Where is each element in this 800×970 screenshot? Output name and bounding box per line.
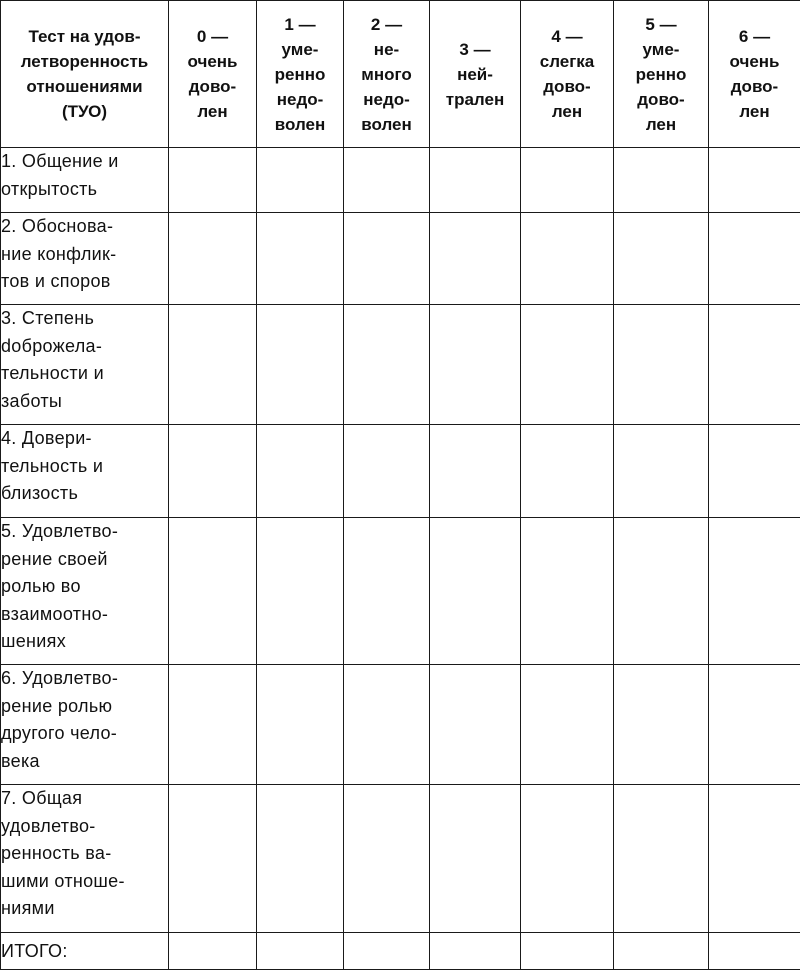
rating-cell[interactable] bbox=[614, 305, 709, 425]
rating-cell[interactable] bbox=[169, 665, 257, 785]
scale-label: 3 — ней- трален bbox=[430, 37, 520, 112]
rating-cell[interactable] bbox=[344, 305, 430, 425]
rating-cell[interactable] bbox=[521, 305, 614, 425]
scale-header-4 bbox=[521, 1, 614, 148]
header-row bbox=[1, 1, 800, 148]
row-label: 7. Общая удовлетво- ренность ва- шими отноше- ниями bbox=[1, 785, 169, 933]
rating-cell[interactable] bbox=[521, 148, 614, 213]
rating-cell[interactable] bbox=[344, 425, 430, 518]
rating-cell[interactable] bbox=[257, 518, 344, 665]
total-cell[interactable] bbox=[521, 933, 614, 970]
rating-cell[interactable] bbox=[430, 518, 521, 665]
scale-header-0 bbox=[169, 1, 257, 148]
rating-cell[interactable] bbox=[344, 665, 430, 785]
rating-cell[interactable] bbox=[521, 425, 614, 518]
rating-cell[interactable] bbox=[344, 213, 430, 305]
rating-cell[interactable] bbox=[709, 785, 800, 933]
rating-cell[interactable] bbox=[614, 213, 709, 305]
rating-cell[interactable] bbox=[169, 213, 257, 305]
rating-cell[interactable] bbox=[614, 518, 709, 665]
total-cell[interactable] bbox=[709, 933, 800, 970]
table-title-text: Тест на удов- летворенность отношениями (ТУО) bbox=[1, 24, 168, 124]
rating-cell[interactable] bbox=[521, 785, 614, 933]
table-row bbox=[1, 785, 800, 933]
rating-cell[interactable] bbox=[709, 518, 800, 665]
table-row bbox=[1, 213, 800, 305]
rating-cell[interactable] bbox=[430, 665, 521, 785]
row-label: 5. Удовлетво- рение своей ролью во взаимоотно- шениях bbox=[1, 518, 169, 665]
scale-header-1 bbox=[257, 1, 344, 148]
rating-cell[interactable] bbox=[169, 425, 257, 518]
rating-cell[interactable] bbox=[521, 213, 614, 305]
row-label: 4. Довери- тельность и близость bbox=[1, 425, 169, 518]
rating-cell[interactable] bbox=[709, 213, 800, 305]
total-cell[interactable] bbox=[257, 933, 344, 970]
rating-cell[interactable] bbox=[257, 785, 344, 933]
rating-cell[interactable] bbox=[257, 305, 344, 425]
rating-cell[interactable] bbox=[614, 148, 709, 213]
rating-cell[interactable] bbox=[169, 785, 257, 933]
scale-label: 5 — уме- ренно дово- лен bbox=[614, 12, 708, 137]
rating-cell[interactable] bbox=[257, 665, 344, 785]
scale-header-6 bbox=[709, 1, 800, 148]
row-label: 2. Обоснова- ние конфлик- тов и споров bbox=[1, 213, 169, 305]
rating-cell[interactable] bbox=[521, 518, 614, 665]
scale-label: 4 — слегка дово- лен bbox=[521, 24, 613, 124]
rating-cell[interactable] bbox=[257, 148, 344, 213]
table-row bbox=[1, 148, 800, 213]
rating-cell[interactable] bbox=[430, 785, 521, 933]
total-cell[interactable] bbox=[614, 933, 709, 970]
table-row bbox=[1, 518, 800, 665]
rating-cell[interactable] bbox=[257, 213, 344, 305]
scale-header-3 bbox=[430, 1, 521, 148]
rating-cell[interactable] bbox=[709, 305, 800, 425]
rating-cell[interactable] bbox=[344, 785, 430, 933]
table-row bbox=[1, 665, 800, 785]
table-row bbox=[1, 305, 800, 425]
rating-cell[interactable] bbox=[709, 665, 800, 785]
scale-header-2 bbox=[344, 1, 430, 148]
row-label: 6. Удовлетво- рение ролью другого чело- века bbox=[1, 665, 169, 785]
scale-label: 2 — не- много недо- волен bbox=[344, 12, 429, 137]
scale-label: 0 — очень дово- лен bbox=[169, 24, 256, 124]
table-title-header bbox=[1, 1, 169, 148]
row-label: 3. Степень dоброжела- тельности и заботы bbox=[1, 305, 169, 425]
scale-header-5 bbox=[614, 1, 709, 148]
total-label: ИТОГО: bbox=[1, 933, 169, 970]
total-cell[interactable] bbox=[430, 933, 521, 970]
rating-cell[interactable] bbox=[169, 518, 257, 665]
rating-cell[interactable] bbox=[430, 148, 521, 213]
rating-cell[interactable] bbox=[709, 425, 800, 518]
rating-cell[interactable] bbox=[430, 425, 521, 518]
total-cell[interactable] bbox=[344, 933, 430, 970]
rating-cell[interactable] bbox=[430, 305, 521, 425]
rating-cell[interactable] bbox=[169, 148, 257, 213]
rating-cell[interactable] bbox=[614, 425, 709, 518]
rating-cell[interactable] bbox=[614, 785, 709, 933]
scale-label: 6 — очень дово- лен bbox=[709, 24, 800, 124]
rating-cell[interactable] bbox=[169, 305, 257, 425]
rating-cell[interactable] bbox=[521, 665, 614, 785]
rating-cell[interactable] bbox=[344, 518, 430, 665]
total-cell[interactable] bbox=[169, 933, 257, 970]
rating-cell[interactable] bbox=[257, 425, 344, 518]
rating-cell[interactable] bbox=[709, 148, 800, 213]
rating-cell[interactable] bbox=[430, 213, 521, 305]
total-row bbox=[1, 933, 800, 970]
table-row bbox=[1, 425, 800, 518]
rating-cell[interactable] bbox=[344, 148, 430, 213]
scale-label: 1 — уме- ренно недо- волен bbox=[257, 12, 343, 137]
rating-cell[interactable] bbox=[614, 665, 709, 785]
row-label: 1. Общение и открытость bbox=[1, 148, 169, 213]
